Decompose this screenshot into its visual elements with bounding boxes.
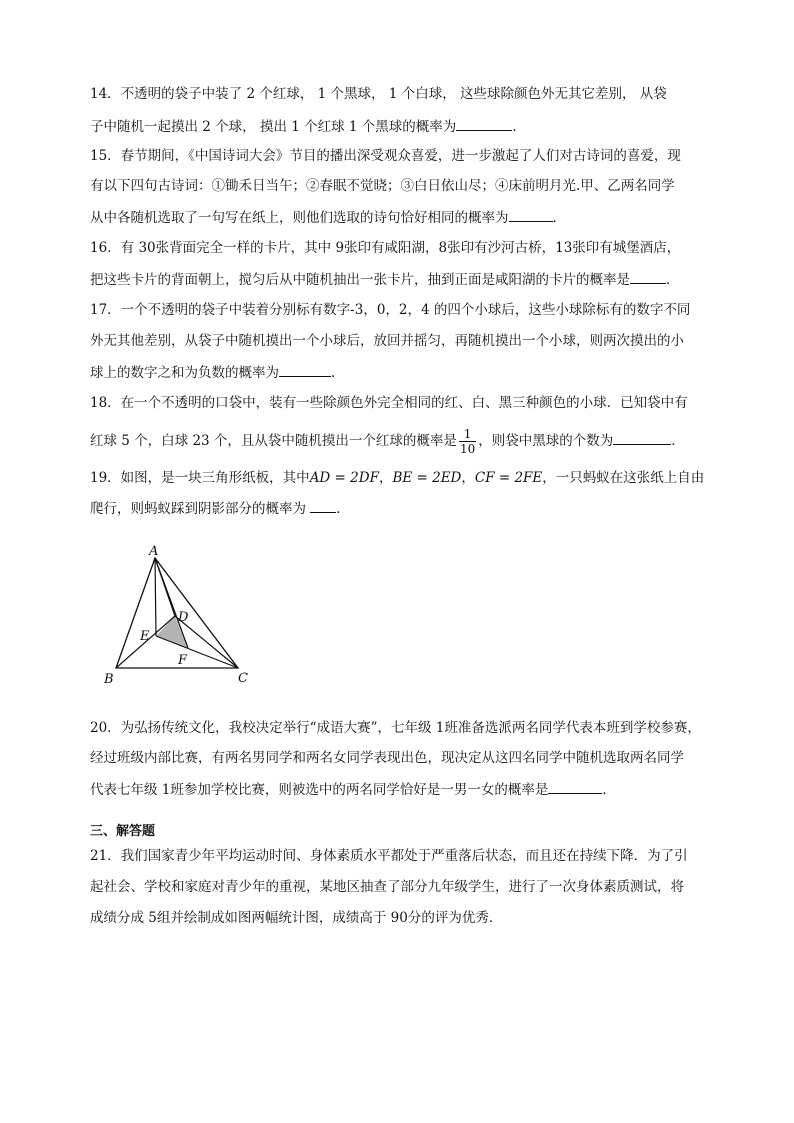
q17-text: 球上的数字之和为负数的概率为	[90, 365, 279, 381]
q20-end: ．	[602, 782, 616, 798]
triangle-figure	[98, 540, 268, 690]
answer-blank[interactable]	[279, 362, 331, 377]
q17-end: .	[331, 365, 336, 381]
q20-text: 代表七年级 1班参加学校比赛，则被选中的两名同学恰好是一男一女的概率是	[90, 782, 549, 798]
equation-be-ed: BE = 2ED	[392, 470, 462, 486]
segment-a-d	[155, 558, 175, 616]
q21-line-3: 成绩分成 5组并绘制成如图两幅统计图，成绩高于 90分的评为优秀．	[90, 910, 503, 926]
answer-blank[interactable]	[509, 207, 553, 222]
fraction-numerator: 1	[459, 427, 476, 442]
q17-line-3	[90, 362, 335, 383]
section-title: 三、解答题	[90, 824, 156, 839]
q18-end: ．	[671, 433, 685, 449]
equation-cf-fe: CF = 2FE	[474, 470, 543, 486]
q19-text-b: ，一只蚂蚁在这张纸上自由	[542, 470, 705, 486]
q16-end: ．	[666, 272, 680, 288]
q19-text: 爬行，则蚂蚁踩到阴影部分的概率为	[90, 501, 306, 517]
fraction-denominator: 10	[459, 442, 476, 456]
q16-text: 把这些卡片的背面朝上，搅匀后从中随机抽出一张卡片，抽到正面是咸阳湖的卡片的概率是	[90, 272, 630, 288]
answer-blank[interactable]	[630, 269, 666, 284]
q16-line-2	[90, 269, 680, 290]
label-f: F	[178, 653, 188, 668]
q20-line-1: 20．为弘扬传统文化，我校决定举行“成语大赛”，七年级 1班准备选派两名同学代表本班到学校参赛，	[90, 720, 701, 736]
q14-text: 子中随机一起摸出 2 个球， 摸出 1 个红球 1 个黑球的概率为	[90, 119, 457, 135]
q19-line-2	[90, 498, 350, 519]
segment-a-e	[155, 558, 156, 636]
q19-sep-2: ，	[461, 470, 475, 486]
label-c: C	[238, 671, 248, 686]
answer-blank[interactable]	[456, 116, 512, 131]
q15-text: 从中各随机选取了一句写在纸上，则他们选取的诗句恰好相同的概率为	[90, 210, 509, 226]
q15-line-1: 15．春节期间，《中国诗词大会》节目的播出深受观众喜爱，进一步激起了人们对古诗词的喜爱，现	[90, 148, 681, 164]
q18-text-b: ，则袋中黑球的个数为	[478, 433, 614, 449]
q19-text-a: 19．如图，是一块三角形纸板，其中	[90, 470, 310, 486]
q15-line-2: 有以下四句古诗词：①锄禾日当午；②春眠不觉晓；③白日依山尽；④床前明月光.甲、乙两名同学	[90, 178, 675, 194]
label-d: D	[178, 610, 189, 625]
label-b: B	[104, 672, 114, 687]
q17-line-2: 外无其他差别，从袋子中随机摸出一个小球后，放回并摇匀，再随机摸出一个小球，则两次摸出的小	[90, 333, 684, 349]
q16-line-1: 16．有 30张背面完全一样的卡片，其中 9张印有咸阳湖，8张印有沙河古桥，13张印有城堡酒店，	[90, 240, 681, 256]
q14-end: ．	[512, 119, 526, 135]
q14-line-2	[90, 116, 526, 137]
q20-line-2: 经过班级内部比赛，有两名男同学和两名女同学表现出色，现决定从这四名同学中随机选取两名同学	[90, 750, 684, 766]
q20-line-3	[90, 779, 616, 800]
equation-ad-df: AD = 2DF	[309, 470, 379, 486]
answer-blank[interactable]	[310, 498, 336, 513]
q18-text-a: 红球 5 个，白球 23 个，且从袋中随机摸出一个红球的概率是	[90, 433, 457, 449]
q18-line-1: 18．在一个不透明的口袋中，装有一些除颜色外完全相同的红、白、黑三种颜色的小球．已知袋中有	[90, 395, 688, 411]
q15-end: ．	[552, 210, 566, 226]
q15-line-3	[90, 207, 566, 228]
q17-line-1: 17．一个不透明的袋子中装着分别标有数字-3，0，2，4 的四个小球后，这些小球除标有的数字不同	[90, 302, 691, 318]
probability-fraction	[459, 427, 476, 456]
label-e: E	[140, 629, 150, 644]
q19-end: ．	[336, 501, 350, 517]
answer-blank[interactable]	[613, 430, 671, 445]
q21-line-1: 21．我们国家青少年平均运动时间、身体素质水平都处于严重落后状态，而且还在持续下降．为了引	[90, 848, 688, 864]
q18-line-2	[90, 425, 685, 457]
label-a: A	[149, 544, 159, 559]
q21-line-2: 起社会、学校和家庭对青少年的重视，某地区抽查了部分九年级学生，进行了一次身体素质测试，将	[90, 879, 684, 895]
q19-sep-1: ，	[378, 470, 393, 486]
answer-blank[interactable]	[548, 779, 602, 794]
q19-line-1	[90, 468, 704, 488]
q14-line-1: 14．不透明的袋子中装了 2 个红球， 1 个黑球， 1 个白球， 这些球除颜色外无其它差别， 从袋	[90, 86, 667, 102]
